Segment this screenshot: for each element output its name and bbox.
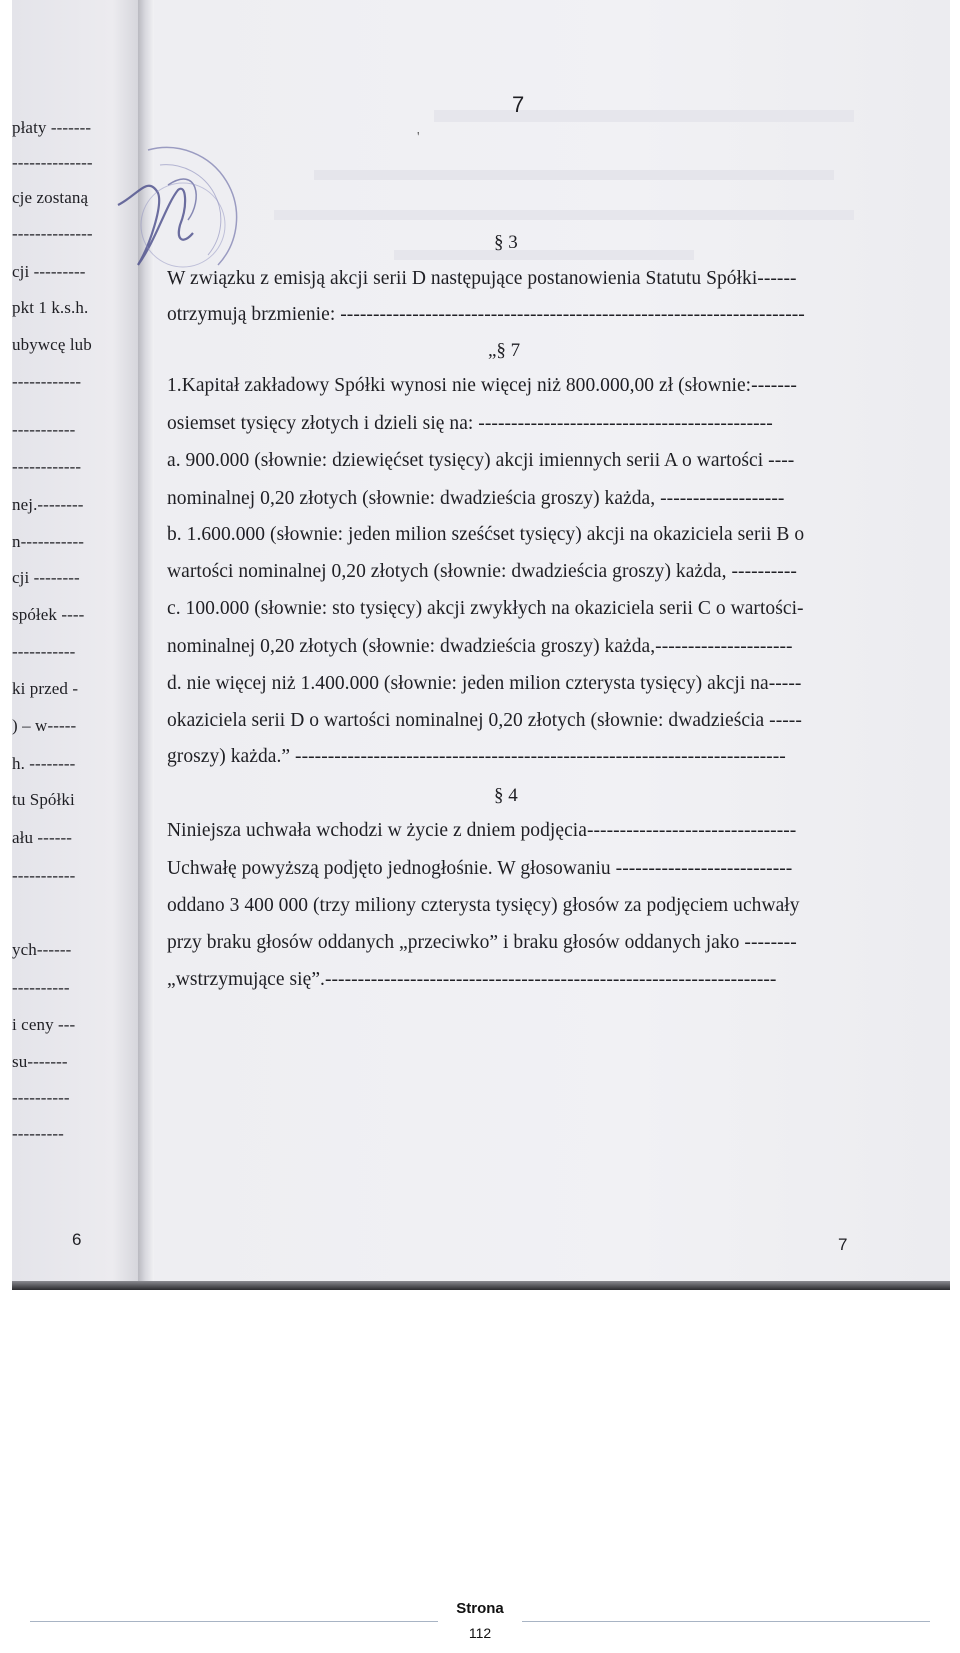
paragraph-line: okaziciela serii D o wartości nominalnej 0,20 złotych (słownie: dwadzieścia -----	[167, 710, 802, 731]
left-text-fragment: ału ------	[12, 828, 72, 847]
paragraph-line: W związku z emisją akcji serii D następujące postanowienia Statutu Spółki------	[167, 268, 797, 289]
left-text-fragment: h. --------	[12, 754, 76, 773]
paragraph-line: oddano 3 400 000 (trzy miliony czterysta tysięcy) głosów za podjęciem uchwały	[167, 895, 800, 916]
show-through-blur	[274, 210, 854, 220]
left-text-fragment: --------------	[12, 153, 93, 172]
section-3-heading: § 3	[494, 232, 518, 253]
left-text-fragment: i ceny ---	[12, 1015, 76, 1034]
footer-rule-right	[522, 1621, 930, 1622]
left-text-fragment: spółek ----	[12, 605, 85, 624]
paragraph-line: groszy) każda.” ---------------------------------------------------------------------------	[167, 746, 786, 767]
scanned-document	[12, 0, 950, 1290]
left-text-fragment: ------------	[12, 457, 82, 476]
scan-mark: '	[417, 130, 420, 145]
left-text-fragment: su-------	[12, 1052, 68, 1071]
section-4-heading: § 4	[494, 785, 518, 806]
paragraph-line: nominalnej 0,20 złotych (słownie: dwadzieścia groszy) każda,---------------------	[167, 636, 793, 657]
right-page-number-top: 7	[512, 92, 525, 117]
left-text-fragment: ubywcę lub	[12, 335, 92, 354]
section-7-heading: „§ 7	[488, 340, 521, 361]
left-text-fragment: tu Spółki	[12, 790, 75, 809]
left-text-fragment: ) – w-----	[12, 716, 77, 735]
paragraph-line: b. 1.600.000 (słownie: jeden milion sześćset tysięcy) akcji na okaziciela serii B o	[167, 524, 805, 545]
left-text-fragment: n-----------	[12, 532, 84, 551]
paragraph-line: osiemset tysięcy złotych i dzieli się na: ---------------------------------------------	[167, 413, 773, 434]
paragraph-line: wartości nominalnej 0,20 złotych (słownie: dwadzieścia groszy) każda, ----------	[167, 561, 797, 582]
paragraph-line: d. nie więcej niż 1.400.000 (słownie: jeden milion czterysta tysięcy) akcji na-----	[167, 673, 802, 694]
left-text-fragment: cji ---------	[12, 262, 86, 281]
left-text-fragment: ----------	[12, 978, 70, 997]
paragraph-line: „wstrzymujące się”.---------------------------------------------------------------------	[167, 969, 777, 990]
right-page-number-bottom: 7	[838, 1235, 848, 1254]
left-text-fragment: ---------	[12, 1124, 64, 1143]
left-text-fragment: -----------	[12, 642, 76, 661]
left-text-fragment: pkt 1 k.s.h.	[12, 298, 89, 317]
left-text-fragment: -----------	[12, 866, 76, 885]
paragraph-line: nominalnej 0,20 złotych (słownie: dwadzieścia groszy) każda, -------------------	[167, 488, 785, 509]
paragraph-line: 1.Kapitał zakładowy Spółki wynosi nie więcej niż 800.000,00 zł (słownie:-------	[167, 375, 797, 396]
footer-rule-left	[30, 1621, 438, 1622]
left-text-fragment: ----------	[12, 1088, 70, 1107]
footer-page-label: Strona	[456, 1600, 504, 1617]
left-text-fragment: nej.--------	[12, 495, 84, 514]
left-text-fragment: cje zostaną	[12, 188, 89, 207]
footer-page-number: 112	[468, 1625, 492, 1641]
left-text-fragment: -----------	[12, 420, 76, 439]
show-through-blur	[394, 250, 694, 260]
paragraph-line: a. 900.000 (słownie: dziewięćset tysięcy) akcji imiennych serii A o wartości ----	[167, 450, 795, 471]
paragraph-line: otrzymują brzmienie: -----------------------------------------------------------------------	[167, 304, 805, 325]
left-text-fragment: ki przed -	[12, 679, 79, 698]
scan-edge-shadow	[12, 1281, 950, 1290]
left-page-number: 6	[72, 1230, 82, 1249]
paragraph-line: c. 100.000 (słownie: sto tysięcy) akcji zwykłych na okaziciela serii C o wartości-	[167, 598, 804, 619]
show-through-blur	[434, 110, 854, 122]
paragraph-line: Niniejsza uchwała wchodzi w życie z dniem podjęcia--------------------------------	[167, 820, 797, 841]
left-text-fragment: cji --------	[12, 568, 80, 587]
left-text-fragment: płaty -------	[12, 118, 92, 137]
left-text-fragment: ------------	[12, 372, 82, 391]
paragraph-line: przy braku głosów oddanych „przeciwko” i braku głosów oddanych jako --------	[167, 932, 797, 953]
left-text-fragment: ych------	[12, 940, 72, 959]
left-text-fragment: --------------	[12, 224, 93, 243]
show-through-blur	[314, 170, 834, 180]
paragraph-line: Uchwałę powyższą podjęto jednogłośnie. W głosowaniu ---------------------------	[167, 858, 793, 879]
